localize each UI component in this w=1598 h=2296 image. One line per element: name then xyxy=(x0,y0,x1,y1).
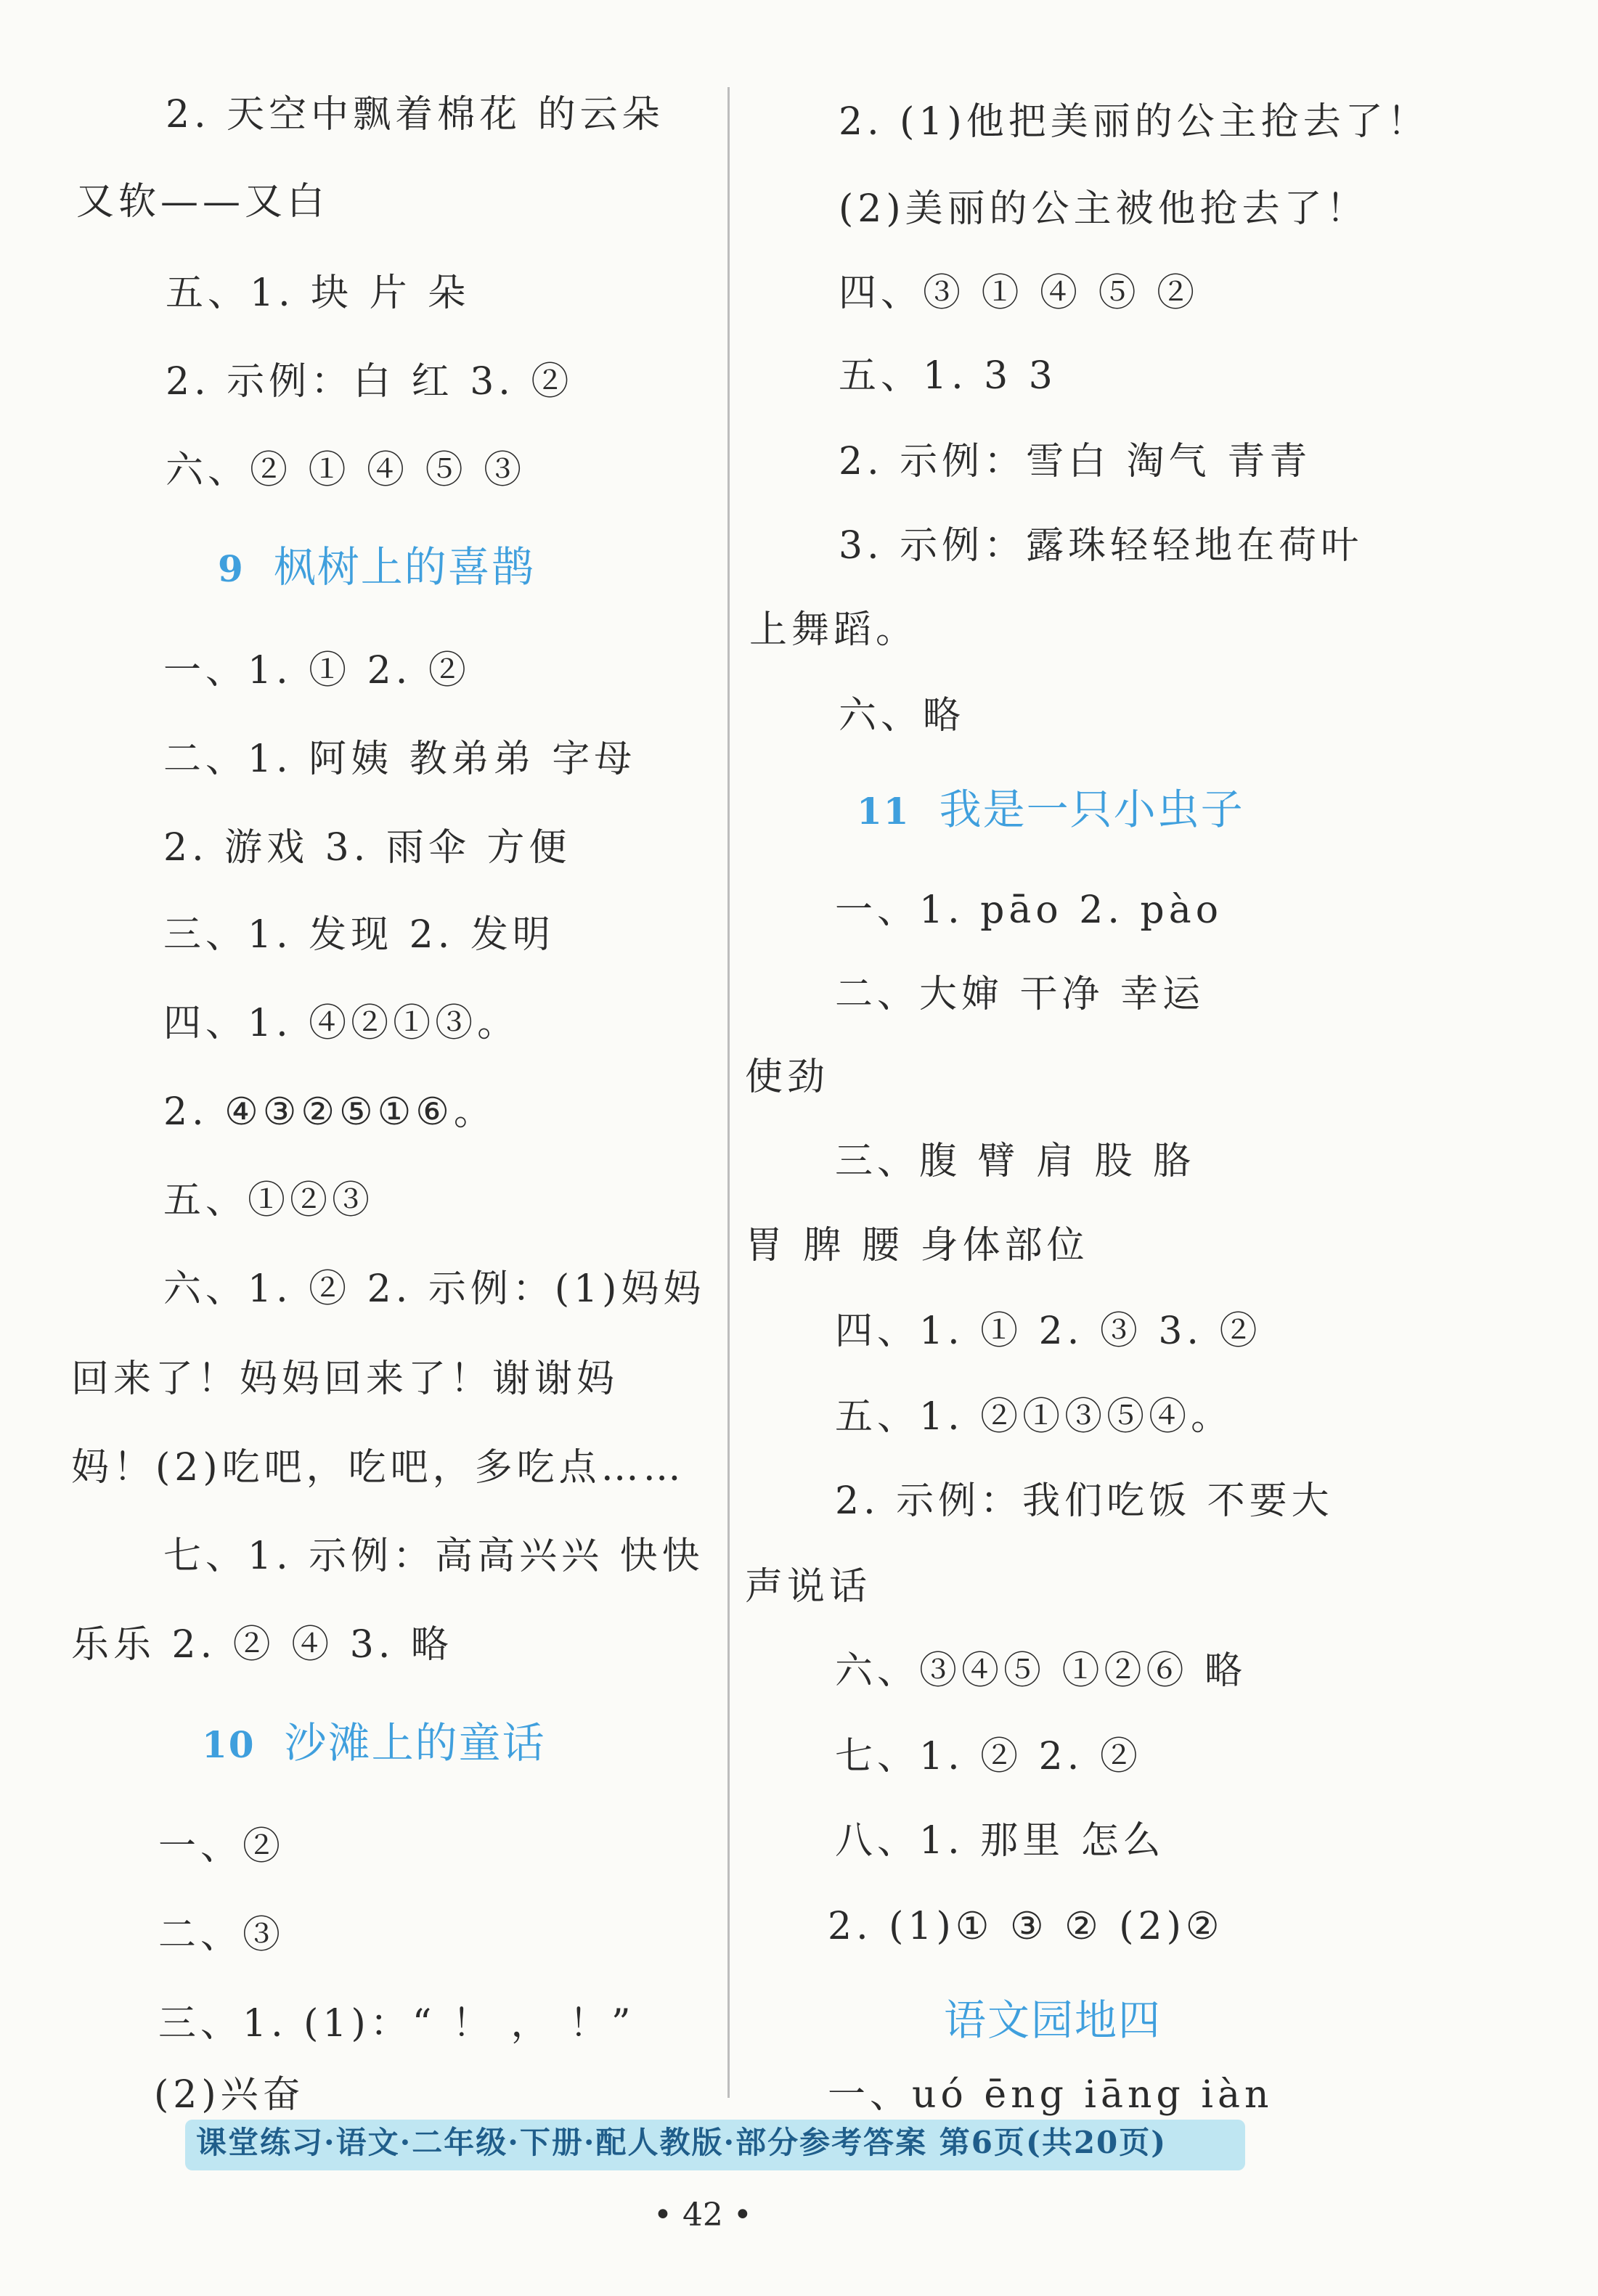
heading-number: 11 xyxy=(857,790,910,833)
column-divider xyxy=(727,87,730,2098)
answer-line: 使劲 xyxy=(745,1055,830,1099)
answer-line: 胃 脾 腰 身体部位 xyxy=(745,1224,1089,1267)
answer-line: 四、1. ④②①③。 xyxy=(163,1002,520,1045)
answer-line: 2. 游戏 3. 雨伞 方便 xyxy=(163,826,571,870)
answer-line: 七、1. ② 2. ② xyxy=(835,1735,1142,1778)
answer-line: 六、③④⑤ ①②⑥ 略 xyxy=(835,1649,1247,1693)
answer-line: (2)兴奋 xyxy=(154,2073,305,2117)
answer-line: 一、1. pāo 2. pào xyxy=(835,888,1223,932)
section-heading-10 xyxy=(202,1718,546,1768)
answer-line: 五、①②③ xyxy=(163,1179,375,1222)
section-heading-garden: 语文园地四 xyxy=(944,1995,1162,2045)
section-heading-11 xyxy=(857,785,1244,834)
heading-title: 沙滩上的童话 xyxy=(284,1718,546,1768)
heading-number: 9 xyxy=(218,547,245,590)
answer-line: 六、略 xyxy=(839,694,966,738)
heading-number: 10 xyxy=(202,1723,256,1766)
answer-line: 二、1. 阿姨 教弟弟 字母 xyxy=(163,738,637,781)
answer-line: 七、1. 示例：高高兴兴 快快 xyxy=(163,1535,704,1578)
answer-line: 上舞蹈。 xyxy=(749,608,918,652)
heading-title: 我是一只小虫子 xyxy=(939,785,1244,834)
answer-line: 2. ④③②⑤①⑥。 xyxy=(163,1090,496,1134)
answer-line: 四、1. ① 2. ③ 3. ② xyxy=(835,1310,1262,1353)
answer-line: 回来了！妈妈回来了！谢谢妈 xyxy=(71,1357,619,1401)
answer-line: 2. (1)① ③ ② (2)② xyxy=(828,1905,1224,1948)
answer-line: 二、大婶 干净 幸运 xyxy=(835,973,1205,1016)
answer-line: 五、1. 3 3 xyxy=(839,354,1057,398)
answer-line: 三、1. (1)：“ ！ ， ！” xyxy=(158,2002,635,2046)
answer-line: 六、1. ② 2. 示例：(1)妈妈 xyxy=(163,1267,706,1311)
answer-line: 一、1. ① 2. ② xyxy=(163,649,470,693)
footer-caption: 课堂练习·语文·二年级·下册·配人教版·部分参考答案 第6页(共20页) xyxy=(196,2125,1167,2160)
answer-line: 声说话 xyxy=(745,1565,872,1609)
answer-line: 2. 示例：我们吃饭 不要大 xyxy=(835,1479,1334,1523)
heading-title: 枫树上的喜鹊 xyxy=(273,542,535,592)
answer-line: 又软——又白 xyxy=(76,180,330,224)
answer-line: 四、③ ① ④ ⑤ ② xyxy=(839,271,1199,315)
answer-line: 三、1. 发现 2. 发明 xyxy=(163,913,555,957)
answer-line: 2. 天空中飘着棉花 的云朵 xyxy=(166,93,664,136)
answer-line: 八、1. 那里 怎么 xyxy=(835,1819,1165,1863)
answer-line: 二、③ xyxy=(158,1913,285,1957)
answer-line: 三、腹 臂 肩 股 胳 xyxy=(835,1140,1196,1183)
answer-line: 乐乐 2. ② ④ 3. 略 xyxy=(71,1623,453,1667)
answer-line: 五、1. 块 片 朵 xyxy=(166,271,470,315)
answer-line: 妈！(2)吃吧，吃吧，多吃点…… xyxy=(71,1446,685,1490)
answer-line: 六、② ① ④ ⑤ ③ xyxy=(166,449,526,492)
answer-line: 一、uó ēng iāng iàn xyxy=(828,2073,1273,2117)
page-number: • 42 • xyxy=(653,2197,752,2234)
answer-line: 3. 示例：露珠轻轻地在荷叶 xyxy=(839,524,1363,568)
answer-line: 2. 示例：白 红 3. ② xyxy=(166,360,574,404)
answer-line: 五、1. ②①③⑤④。 xyxy=(835,1395,1234,1439)
answer-line: 2. (1)他把美丽的公主抢去了！ xyxy=(839,100,1430,144)
section-heading-9 xyxy=(218,542,535,592)
answer-line: 一、② xyxy=(158,1825,285,1868)
answer-line: 2. 示例：雪白 淘气 青青 xyxy=(839,440,1312,483)
answer-line: (2)美丽的公主被他抢去了！ xyxy=(839,187,1369,231)
